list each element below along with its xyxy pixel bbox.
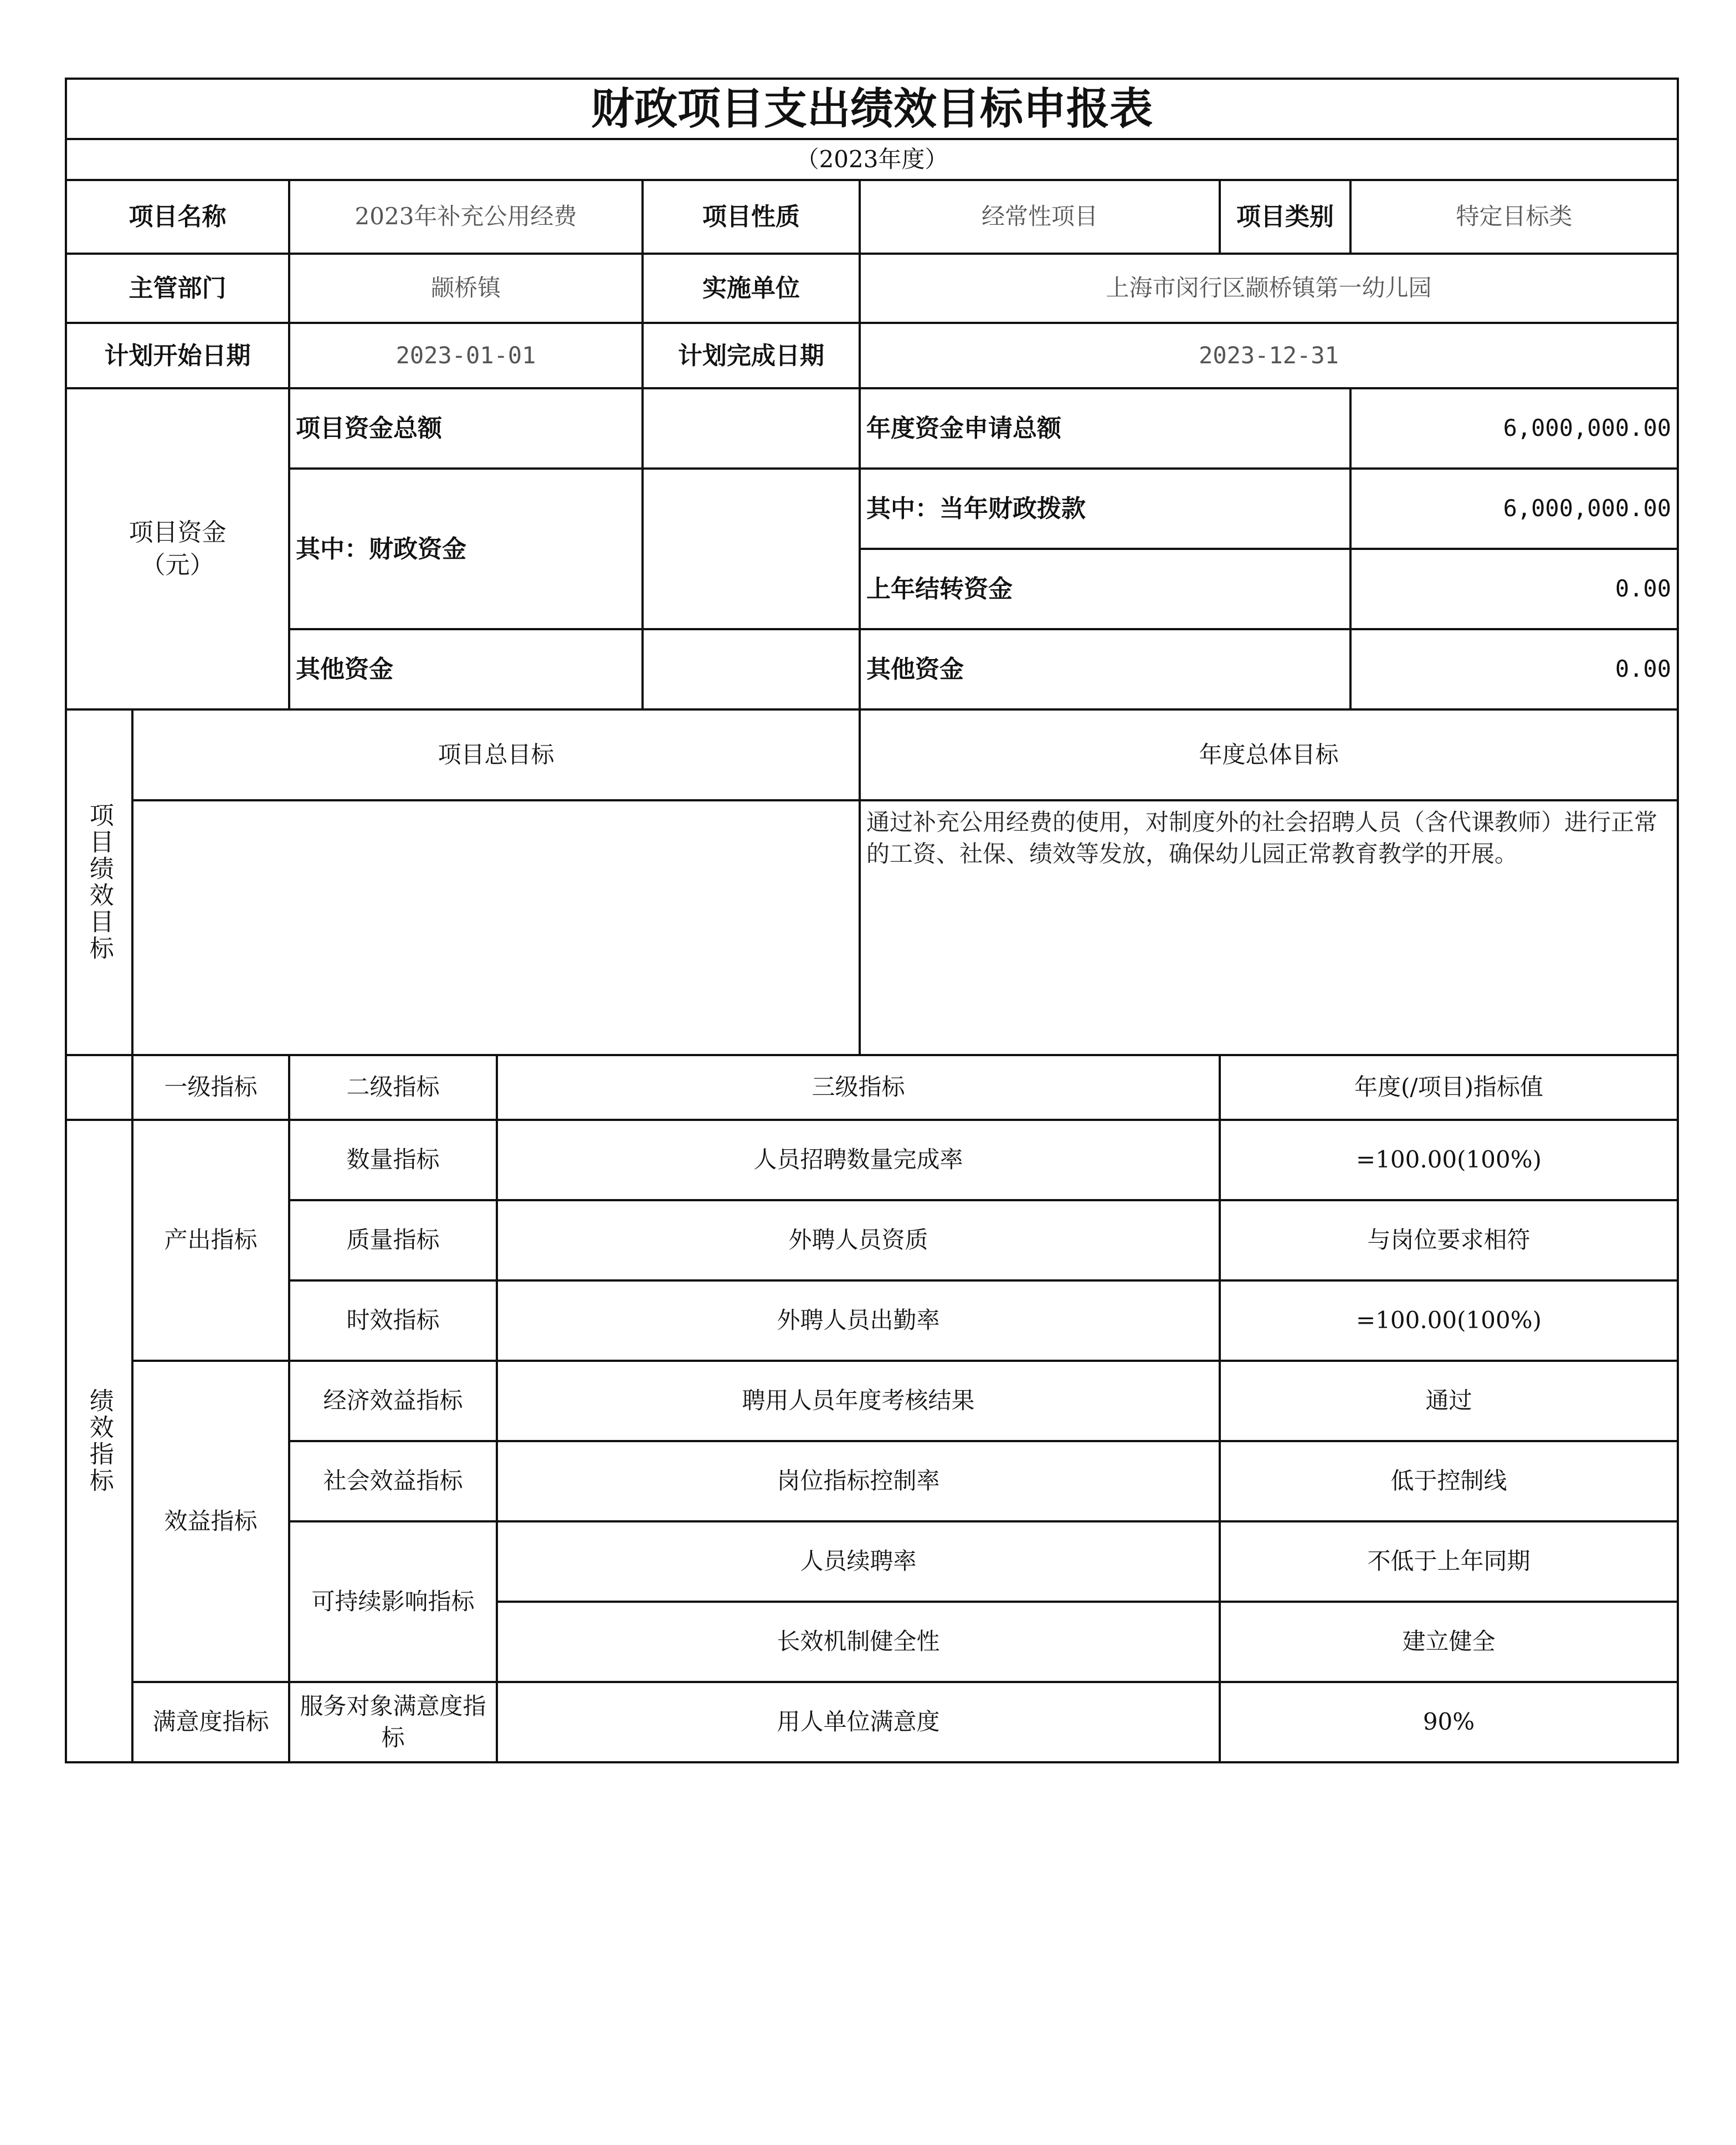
indicator-level3: 外聘人员出勤率 (497, 1280, 1220, 1361)
indicator-level2: 经济效益指标 (289, 1361, 497, 1441)
indicator-level3: 人员续聘率 (497, 1521, 1220, 1602)
indicator-value: 90% (1220, 1682, 1678, 1762)
project-nature-label: 项目性质 (643, 180, 860, 254)
satisfaction-indicator-label: 满意度指标 (132, 1682, 289, 1762)
indicator-value: =100.00(100%) (1220, 1120, 1678, 1200)
implementing-unit-value: 上海市闵行区颛桥镇第一幼儿园 (860, 254, 1678, 323)
project-category-label: 项目类别 (1220, 180, 1350, 254)
end-date-value: 2023-12-31 (860, 323, 1678, 388)
total-funds-value (643, 388, 860, 469)
fiscal-funds-value (643, 469, 860, 629)
overall-goal-text (132, 800, 860, 1055)
output-indicator-label: 产出指标 (132, 1120, 289, 1361)
other-funds-label: 其他资金 (289, 629, 643, 709)
annual-goal-text: 通过补充公用经费的使用，对制度外的社会招聘人员（含代课教师）进行正常的工资、社保、绩效等发放，确保幼儿园正常教育教学的开展。 (860, 800, 1678, 1055)
department-label: 主管部门 (66, 254, 289, 323)
indicator-value: 建立健全 (1220, 1602, 1678, 1682)
header-level2: 二级指标 (289, 1055, 497, 1120)
project-name-label: 项目名称 (66, 180, 289, 254)
indicator-level3: 岗位指标控制率 (497, 1441, 1220, 1521)
start-date-value: 2023-01-01 (289, 323, 643, 388)
benefit-indicator-label: 效益指标 (132, 1361, 289, 1682)
carryover-label: 上年结转资金 (860, 549, 1350, 629)
header-level3: 三级指标 (497, 1055, 1220, 1120)
indicator-level3: 长效机制健全性 (497, 1602, 1220, 1682)
header-target-value: 年度(/项目)指标值 (1220, 1055, 1678, 1120)
indicator-level3: 人员招聘数量完成率 (497, 1120, 1220, 1200)
indicator-header-blank (66, 1055, 132, 1120)
indicator-value: 通过 (1220, 1361, 1678, 1441)
annual-other-value: 0.00 (1350, 629, 1678, 709)
indicator-level3: 聘用人员年度考核结果 (497, 1361, 1220, 1441)
total-funds-label: 项目资金总额 (289, 388, 643, 469)
indicators-section-label: 绩效指标 (66, 1120, 132, 1762)
end-date-label: 计划完成日期 (643, 323, 860, 388)
indicator-level2: 服务对象满意度指标 (289, 1682, 497, 1762)
indicator-level2: 质量指标 (289, 1200, 497, 1280)
department-value: 颛桥镇 (289, 254, 643, 323)
start-date-label: 计划开始日期 (66, 323, 289, 388)
annual-other-label: 其他资金 (860, 629, 1350, 709)
current-year-value: 6,000,000.00 (1350, 469, 1678, 549)
form-table (65, 78, 1679, 1763)
annual-total-label: 年度资金申请总额 (860, 388, 1350, 469)
header-level1: 一级指标 (132, 1055, 289, 1120)
current-year-label: 其中：当年财政拨款 (860, 469, 1350, 549)
implementing-unit-label: 实施单位 (643, 254, 860, 323)
project-category-value: 特定目标类 (1350, 180, 1678, 254)
performance-target-form (65, 78, 1677, 1763)
funds-section-label: 项目资金 （元） (66, 388, 289, 709)
indicator-value: 不低于上年同期 (1220, 1521, 1678, 1602)
indicator-value: =100.00(100%) (1220, 1280, 1678, 1361)
carryover-value: 0.00 (1350, 549, 1678, 629)
indicator-value: 与岗位要求相符 (1220, 1200, 1678, 1280)
indicator-level3: 外聘人员资质 (497, 1200, 1220, 1280)
indicator-level2: 可持续影响指标 (289, 1521, 497, 1682)
indicator-level3: 用人单位满意度 (497, 1682, 1220, 1762)
indicator-level2: 时效指标 (289, 1280, 497, 1361)
indicator-value: 低于控制线 (1220, 1441, 1678, 1521)
fiscal-year: （2023年度） (66, 139, 1678, 180)
annual-total-value: 6,000,000.00 (1350, 388, 1678, 469)
indicator-level2: 数量指标 (289, 1120, 497, 1200)
fiscal-funds-label: 其中：财政资金 (289, 469, 643, 629)
overall-goal-header: 项目总目标 (132, 709, 860, 800)
annual-goal-header: 年度总体目标 (860, 709, 1678, 800)
other-funds-value (643, 629, 860, 709)
project-name-value: 2023年补充公用经费 (289, 180, 643, 254)
indicator-level2: 社会效益指标 (289, 1441, 497, 1521)
goals-section-label: 项目绩效目标 (66, 709, 132, 1055)
form-title: 财政项目支出绩效目标申报表 (66, 79, 1678, 139)
project-nature-value: 经常性项目 (860, 180, 1220, 254)
